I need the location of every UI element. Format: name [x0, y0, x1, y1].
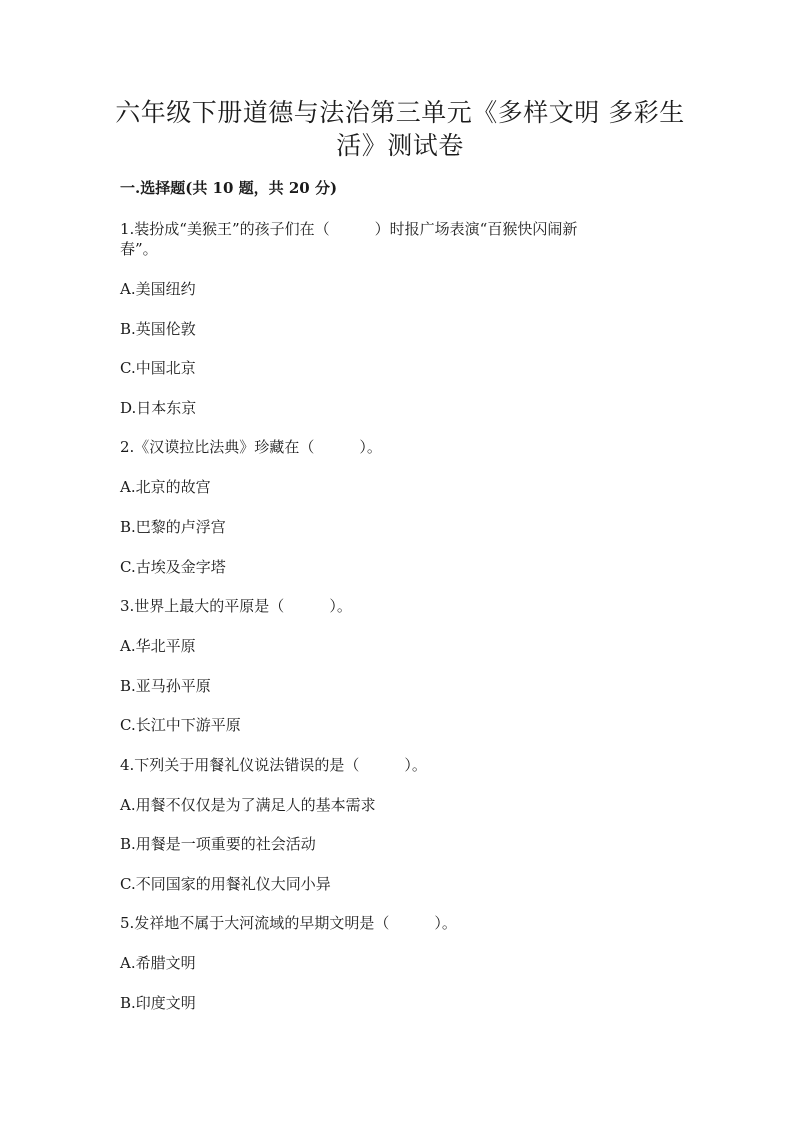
question-1-option-c: C.中国北京 — [120, 359, 196, 377]
section-heading: 一.选择题(共 10 题，共 20 分) — [120, 179, 338, 197]
question-4-option-a: A.用餐不仅仅是为了满足人的基本需求 — [120, 796, 376, 814]
question-1-option-b: B.英国伦敦 — [120, 320, 196, 338]
question-4-stem: 4.下列关于用餐礼仪说法错误的是（ ）。 — [120, 756, 427, 774]
question-3-stem: 3.世界上最大的平原是（ ）。 — [120, 597, 352, 615]
question-3-option-c: C.长江中下游平原 — [120, 716, 241, 734]
title-line-1: 六年级下册道德与法治第三单元《多样文明 多彩生 — [115, 98, 685, 127]
question-2-option-c: C.古埃及金字塔 — [120, 558, 226, 576]
question-2-option-a: A.北京的故宫 — [120, 478, 211, 496]
question-1-stem — [120, 219, 660, 259]
question-5-option-a: A.希腊文明 — [120, 954, 196, 972]
question-4-option-b: B.用餐是一项重要的社会活动 — [120, 835, 316, 853]
question-1-stem-line-2: 春”。 — [120, 240, 158, 258]
question-3-option-b: B.亚马孙平原 — [120, 677, 211, 695]
question-1-option-d: D.日本东京 — [120, 399, 197, 417]
question-5-option-b: B.印度文明 — [120, 994, 196, 1012]
question-2-stem: 2.《汉谟拉比法典》珍藏在（ ）。 — [120, 438, 382, 456]
question-1-stem-line-1: 1.装扮成“美猴王”的孩子们在（ ）时报广场表演“百猴快闪闹新 — [120, 220, 578, 238]
question-2-option-b: B.巴黎的卢浮宫 — [120, 518, 226, 536]
question-3-option-a: A.华北平原 — [120, 637, 196, 655]
page-title — [110, 96, 690, 162]
question-5-stem: 5.发祥地不属于大河流域的早期文明是（ ）。 — [120, 914, 457, 932]
title-line-2: 活》测试卷 — [336, 131, 464, 160]
question-1-option-a: A.美国纽约 — [120, 280, 196, 298]
question-4-option-c: C.不同国家的用餐礼仪大同小异 — [120, 875, 331, 893]
